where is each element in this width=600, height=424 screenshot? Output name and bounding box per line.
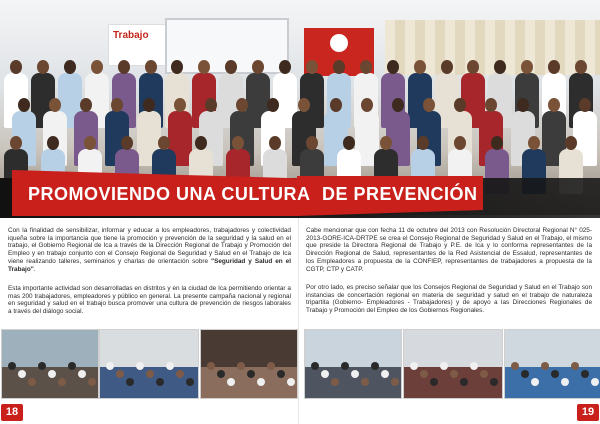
article-paragraph-1 [8,227,291,273]
audience-member [470,362,478,370]
audience-member [247,370,255,378]
workshop-photo-1 [1,329,99,399]
audience-member [227,378,235,386]
audience-member [460,378,468,386]
page-number-right: 19 [577,404,599,421]
audience-member [591,378,599,386]
audience-member [58,378,66,386]
audience-member [237,362,245,370]
audience-member [371,362,379,370]
audience-member [351,370,359,378]
audience-member [68,362,76,370]
audience-member [88,378,96,386]
audience-member [440,362,448,370]
audience-member [116,370,124,378]
regional-seal-icon [330,34,348,52]
audience-member [571,362,579,370]
audience-member [331,378,339,386]
paragraph-text: . [33,265,36,273]
audience-member [541,362,549,370]
audience-member [531,378,539,386]
workshop-photo-4 [304,329,402,399]
workshop-photo-3 [200,329,298,399]
audience-member [166,362,174,370]
audience-member [78,370,86,378]
audience-member [430,378,438,386]
audience-member [176,370,184,378]
workshop-photo-2 [99,329,199,399]
article-paragraph-4: Por otro lado, es preciso señalar que los Consejos Regional de Seguridad y Salud en el Trabajo son instancias de concertación regional en materia de seguridad y salud en el trabajo de naturaleza tripartita (Gobierno- Empleadores - Trabajadores) y de apoyo a las Direcciones Regionales de Trabajo y Promoción del Empleo de los Gobiernos Regionales. [306,284,592,315]
banner-logo-text: Trabajo [113,30,149,41]
audience-member [217,370,225,378]
headline-right: DE PREVENCIÓN [322,184,478,204]
audience-member [311,362,319,370]
audience-member [361,378,369,386]
page-gutter [298,218,299,424]
audience-member [38,362,46,370]
audience-member [106,362,114,370]
audience-member [381,370,389,378]
audience-member [391,378,399,386]
audience-member [511,362,519,370]
audience-member [551,370,559,378]
audience-member [287,378,295,386]
article-paragraph-3: Cabe mencionar que con fecha 11 de octubre del 2013 con Resolución Directoral Regional N° 025-2013-GORE-ICA-DRTPE se crea el Consejo Regional de Seguridad y Salud en el Trabajo, el mismo que preside la Directora Regional de Trabajo y P.E. de Ica y lo conforma representantes de la Dirección Regional de Salud, representantes de la Red Asistencial de Essalud, representantes de los Empleadores a propuesta de la CONFIEP, representantes de trabajadores a propuesta de la CGTP, CTP y CATP. [306,227,592,273]
audience-member [146,370,154,378]
audience-member [207,362,215,370]
audience-member [136,362,144,370]
workshop-photo-6 [504,329,600,399]
audience-member [341,362,349,370]
page-number-left: 18 [1,404,23,421]
article-paragraph-2: Esta importante actividad son desarrolladas en distritos y en la ciudad de Ica permitiendo orientar a mas 200 trabajadores, empleadores y público en general. La presente campaña nacional y regional en seguridad y salud en el trabajo busca promover una cultura de prevención de riesgos laborales a través del diálogo social. [8,285,291,316]
audience-member [321,370,329,378]
audience-member [521,370,529,378]
workshop-photo-5 [403,329,503,399]
audience-member [156,378,164,386]
audience-member [257,378,265,386]
paragraph-text: Con la finalidad de sensibilizar, informar y educar a los empleadores, trabajadores y colectividad iqueña sobre la importancia que tiene la promoción y prevención de la seguridad y la salud en el trabajo, el Gobierno Regional de Ica a través de la Dirección Regional de Trabajo y Promoción del Empleo y en trabajo conjunto con el Consejo Regional de Seguridad y Salud en el Trabajo de Ica viene realizando talleres, seminarios y charlas de orientación sobre [8,227,291,265]
audience-member [420,370,428,378]
audience-member [561,378,569,386]
bold-phrase: "Seguridad y Salud en el Trabajo" [8,257,291,273]
audience-member [18,370,26,378]
audience-member [48,370,56,378]
audience-member [126,378,134,386]
audience-member [28,378,36,386]
audience-member [8,362,16,370]
headline-left: PROMOVIENDO UNA CULTURA [28,184,311,204]
audience-member [581,370,589,378]
audience-member [480,370,488,378]
audience-member [490,378,498,386]
audience-member [450,370,458,378]
audience-member [410,362,418,370]
audience-member [267,362,275,370]
audience-member [186,378,194,386]
audience-member [277,370,285,378]
